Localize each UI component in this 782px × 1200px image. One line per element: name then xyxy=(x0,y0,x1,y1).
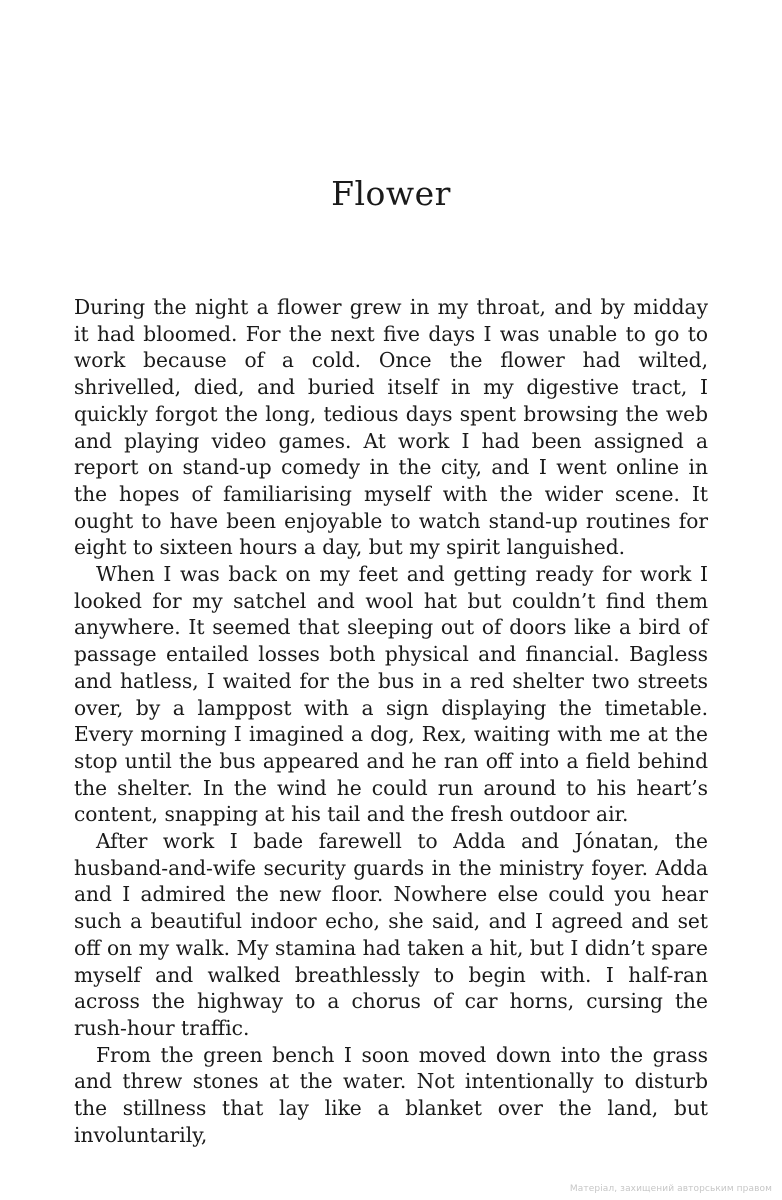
copyright-watermark: Матеріал, захищений авторським правом xyxy=(569,1184,772,1194)
chapter-title: Flower xyxy=(331,174,451,213)
paragraph-2: When I was back on my feet and getting ready for work I looked for my satchel and wool hat but couldn’t find them anywhere. It seemed that sleeping out of doors like a bird of passage entailed losses both physical and financial. Bagless and hatless, I waited for the bus in a red shelter two streets over, by a lamppost with a sign displaying the timetable. Every morning I imagined a dog, Rex, waiting with me at the stop until the bus appeared and he ran off into a field behind the shelter. In the wind he could run around to his heart’s content, snapping at his tail and the fresh outdoor air. xyxy=(74,562,708,827)
paragraph-4: From the green bench I soon moved down into the grass and threw stones at the water. Not intentionally to disturb the stillness that lay like a blanket over the land, but involuntarily, xyxy=(74,1042,708,1147)
chapter-body xyxy=(74,294,708,1149)
paragraph-3: After work I bade farewell to Adda and Jónatan, the husband-and-wife security guards in the ministry foyer. Adda and I admired the new floor. Nowhere else could you hear such a beautiful indoor echo, she said, and I agreed and set off on my walk. My stamina had taken a hit, but I didn’t spare myself and walked breathlessly to begin with. I half-ran across the highway to a chorus of car horns, cursing the rush-hour traffic. xyxy=(74,829,708,1040)
paragraph-1: During the night a flower grew in my throat, and by midday it had bloomed. For the next five days I was unable to go to work because of a cold. Once the flower had wilted, shrivelled, died, and buried itself in my digestive tract, I quickly forgot the long, tedious days spent browsing the web and playing video games. At work I had been assigned a report on stand-up comedy in the city, and I went online in the hopes of familiarising myself with the wider scene. It ought to have been enjoyable to watch stand-up routines for eight to sixteen hours a day, but my spirit languished. xyxy=(74,295,708,560)
